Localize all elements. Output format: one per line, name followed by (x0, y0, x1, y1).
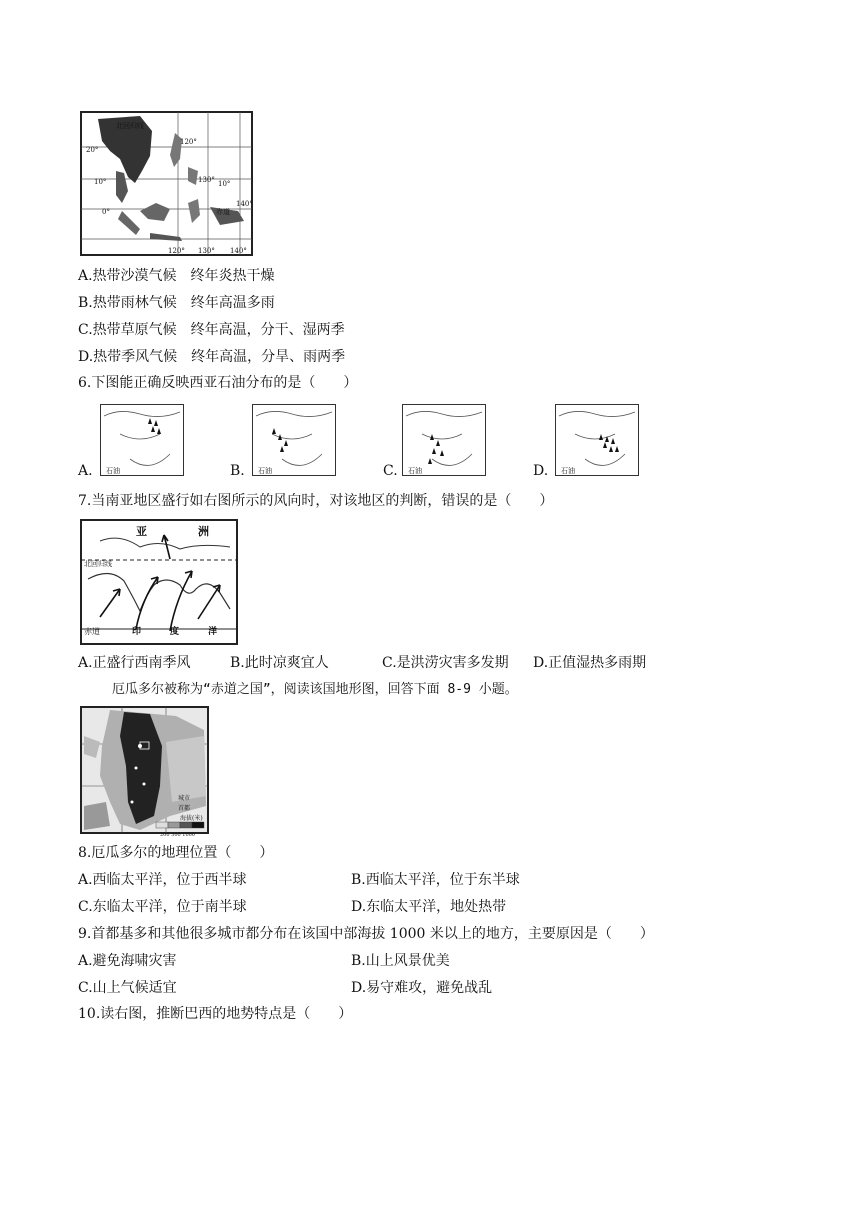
q9-option-d: D.易守难攻，避免战乱 (351, 980, 493, 996)
map-label: 北回归线 (84, 560, 112, 568)
map-legend-label: 海拔(米) (180, 815, 203, 822)
map-label: 120° (180, 138, 197, 146)
map-scale-label: 200 300 1000 (160, 832, 195, 838)
map-label: 洲 (198, 525, 209, 538)
map-label: 20° (86, 146, 99, 154)
map-label: 赤道 (216, 208, 230, 216)
map-label: 140° (230, 247, 247, 255)
q5-option-d: D.热带季风气候 终年高温，分旱、雨两季 (78, 349, 346, 365)
q9-option-c: C.山上气候适宜 (78, 980, 177, 996)
q8-option-d: D.东临太平洋，地处热带 (351, 899, 507, 915)
west-asia-map-b (252, 404, 336, 476)
q5-option-a: A.热带沙漠气候 终年炎热干燥 (78, 268, 275, 284)
map-legend-label: 首都 (178, 805, 191, 812)
q9-option-a: A.避免海啸灾害 (78, 953, 177, 969)
q8-option-a: A.西临太平洋，位于西半球 (78, 872, 247, 888)
q9-option-b: B.山上风景优美 (351, 953, 450, 969)
q7-option-a: A.正盛行西南季风 (78, 655, 191, 671)
map-label: 130° (198, 176, 215, 184)
legend-label: 石油 (408, 467, 422, 475)
map-label: 10° (218, 180, 231, 188)
map-label: 130° (198, 247, 215, 255)
q8-option-c: C.东临太平洋，位于南半球 (78, 899, 247, 915)
south-asia-monsoon-map (80, 519, 238, 645)
intro-text: 厄瓜多尔被称为“赤道之国”，阅读该国地形图，回答下面 8-9 小题。 (112, 682, 518, 697)
map-label: 赤道 (84, 627, 100, 636)
q8-stem: 8.厄瓜多尔的地理位置（ ） (78, 845, 274, 861)
q5-option-b: B.热带雨林气候 终年高温多雨 (78, 295, 275, 311)
q6-stem: 6.下图能正确反映西亚石油分布的是（ ） (78, 375, 358, 391)
q9-stem: 9.首都基多和其他很多城市都分布在该国中部海拔 1000 米以上的地方，主要原因是（ ） (78, 926, 654, 942)
q5-option-c: C.热带草原气候 终年高温，分干、湿两季 (78, 322, 345, 338)
legend-label: 石油 (561, 467, 575, 475)
q7-option-b: B.此时凉爽宜人 (230, 655, 329, 671)
q7-stem: 7.当南亚地区盛行如右图所示的风向时，对该地区的判断，错误的是（ ） (78, 493, 554, 509)
q6-option-c: C. (383, 463, 398, 479)
map-label: 140° (236, 200, 253, 208)
map-label: 印 (132, 627, 142, 637)
ecuador-terrain-map (80, 706, 209, 838)
map-label: 洋 (208, 627, 218, 637)
map-label: 度 (170, 627, 180, 637)
legend-label: 石油 (106, 467, 120, 475)
q6-option-a: A. (78, 463, 93, 479)
map-label: 亚 (136, 525, 147, 538)
q10-stem: 10.读右图，推断巴西的地势特点是（ ） (78, 1006, 353, 1022)
southeast-asia-map (80, 111, 253, 256)
map-label: 120° (168, 247, 185, 255)
legend-label: 石油 (258, 467, 272, 475)
q6-option-b: B. (230, 463, 245, 479)
q7-option-c: C.是洪涝灾害多发期 (382, 655, 509, 671)
west-asia-map-c (402, 404, 486, 476)
map-label: 10° (94, 178, 107, 186)
q8-option-b: B.西临太平洋，位于东半球 (351, 872, 520, 888)
q6-option-d: D. (533, 463, 549, 479)
map-label: 北回归线 (116, 122, 144, 130)
map-legend-label: 城市 (178, 795, 191, 802)
q7-option-d: D.正值湿热多雨期 (533, 655, 647, 671)
map-label: 0° (102, 208, 110, 216)
west-asia-map-d (555, 404, 639, 476)
west-asia-map-a (100, 404, 184, 476)
